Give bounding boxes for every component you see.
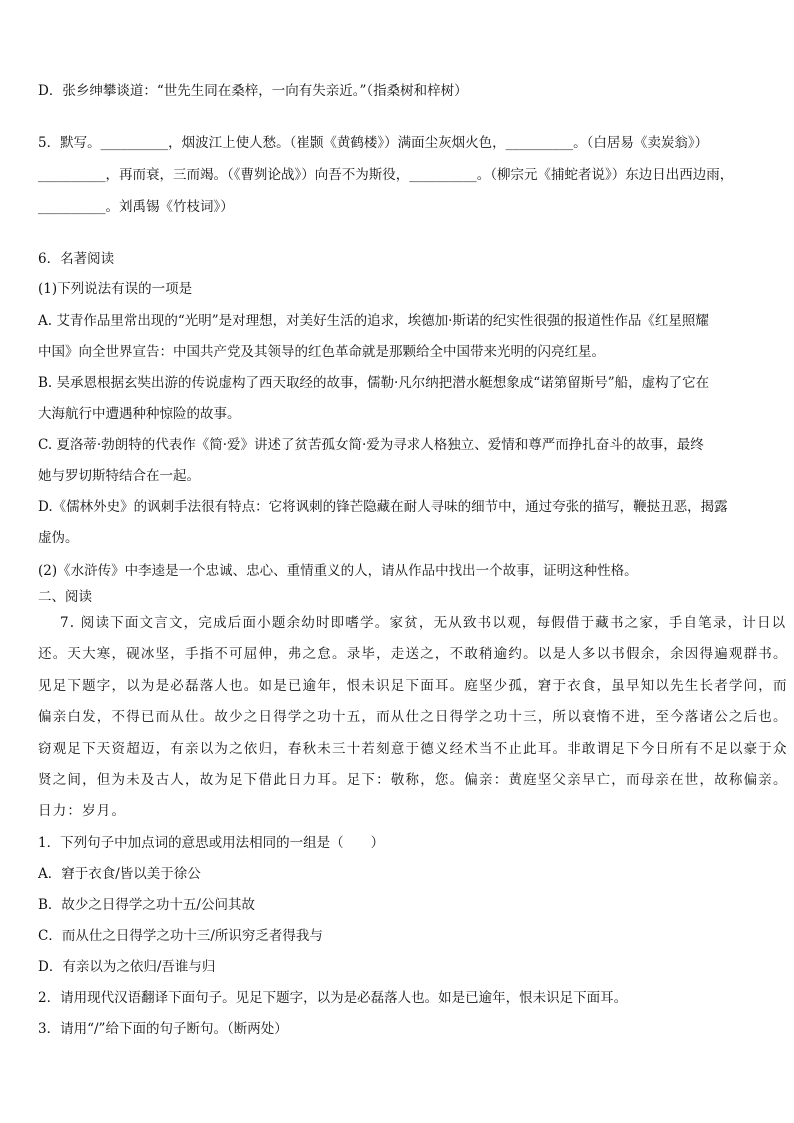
q5-line-1: 5．默写。__________，烟波江上使人愁。（崔颢《黄鹤楼》）满面尘灰烟火色，__________。（白居易《卖炭翁》） <box>38 135 709 151</box>
q6-option-a-1: A. 艾青作品里常出现的“光明”是对理想，对美好生活的追求，埃德加·斯诺的纪实性很强的报道性作品《红星照耀 <box>38 313 709 329</box>
q7-passage-2: 还。天大寒，砚冰坚，手指不可屈伸，弗之怠。录毕，走送之，不敢稍逾约。以是人多以书假余，余因得遍观群书。 <box>38 646 788 662</box>
q5-line-2: __________，再而衰，三而竭。（《曹刿论战》）向吾不为斯役，__________。（柳宗元《捕蛇者说》）东边日出西边雨， <box>38 167 734 183</box>
q6-sub1: (1)下列说法有误的一项是 <box>38 281 193 297</box>
q7-passage-1: 7. 阅读下面文言文，完成后面小题余幼时即嗜学。家贫，无从致书以观，每假借于藏书之家，手自笔录，计日以 <box>60 615 787 631</box>
q7-sub1: 1．下列句子中加点词的意思或用法相同的一组是（ ） <box>38 835 385 851</box>
q7-sub2: 2．请用现代汉语翻译下面句子。见足下题字，以为是必磊落人也。如是已逾年，恨未识足下面耳。 <box>38 990 628 1006</box>
q7-passage-3: 见足下题字，以为是必磊落人也。如是已逾年，恨未识足下面耳。庭坚少孤，窘于衣食，虽早知以先生长者学问，而 <box>38 678 788 694</box>
section-heading: 二、阅读 <box>38 589 92 605</box>
q6-option-a-2: 中国》向全世界宣告：中国共产党及其领导的红色革命就是那颗给全中国带来光明的闪亮红星。 <box>38 344 605 360</box>
q7-sub1-option-d: D．有亲以为之依归/吾谁与归 <box>38 959 216 975</box>
q7-passage-6: 贤之间，但为未及古人，故为足下借此日力耳。足下：敬称，您。偏亲：黄庭坚父亲早亡，而母亲在世，故称偏亲。 <box>38 772 788 788</box>
q6-option-b-2: 大海航行中遭遇种种惊险的故事。 <box>38 406 241 422</box>
q6-sub2: (2)《水浒传》中李逵是一个忠诚、忠心、重情重义的人，请从作品中找出一个故事，证明这种性格。 <box>38 563 638 579</box>
q6-option-c-2: 她与罗切斯特结合在一起。 <box>38 468 200 484</box>
q5-line-3: __________。刘禹锡《竹枝词》） <box>38 199 234 215</box>
q7-passage-4: 偏亲白发，不得已而从仕。故少之日得学之功十五，而从仕之日得学之功十三，所以衰惰不进，至今落诸公之后也。 <box>38 709 788 725</box>
q7-sub3: 3．请用“/”给下面的句子断句。（断两处） <box>38 1021 288 1037</box>
q7-passage-7: 日力：岁月。 <box>38 803 127 819</box>
q6-option-d-1: D.《儒林外史》的讽刺手法很有特点：它将讽刺的锋芒隐藏在耐人寻味的细节中，通过夸张的描写，鞭挞丑恶，揭露 <box>38 499 728 515</box>
q6-option-d-2: 虚伪。 <box>38 530 79 546</box>
option-d-text: D．张乡绅攀谈道：“世先生同在桑梓，一向有失亲近。”（指桑树和梓树） <box>38 83 468 99</box>
q6-option-c-1: C. 夏洛蒂·勃朗特的代表作《简·爱》讲述了贫苦孤女简·爱为寻求人格独立、爱情和尊严而挣扎奋斗的故事，最终 <box>38 437 704 453</box>
q6-option-b-1: B. 吴承恩根据玄奘出游的传说虚构了西天取经的故事，儒勒·凡尔纳把潜水艇想象成“诺第留斯号”船，虚构了它在 <box>38 375 710 391</box>
q7-sub1-option-c: C．而从仕之日得学之功十三/所识穷乏者得我与 <box>38 928 323 944</box>
q7-sub1-option-b: B．故少之日得学之功十五/公问其故 <box>38 897 255 913</box>
q6-heading: 6．名著阅读 <box>38 251 115 267</box>
q7-sub1-option-a: A．窘于衣食/皆以美于徐公 <box>38 866 201 882</box>
q7-passage-5: 窃观足下天资超迈，有亲以为之依归，春秋未三十若刻意于德义经术当不止此耳。非敢谓足下今日所有不足以豪于众 <box>38 741 788 757</box>
